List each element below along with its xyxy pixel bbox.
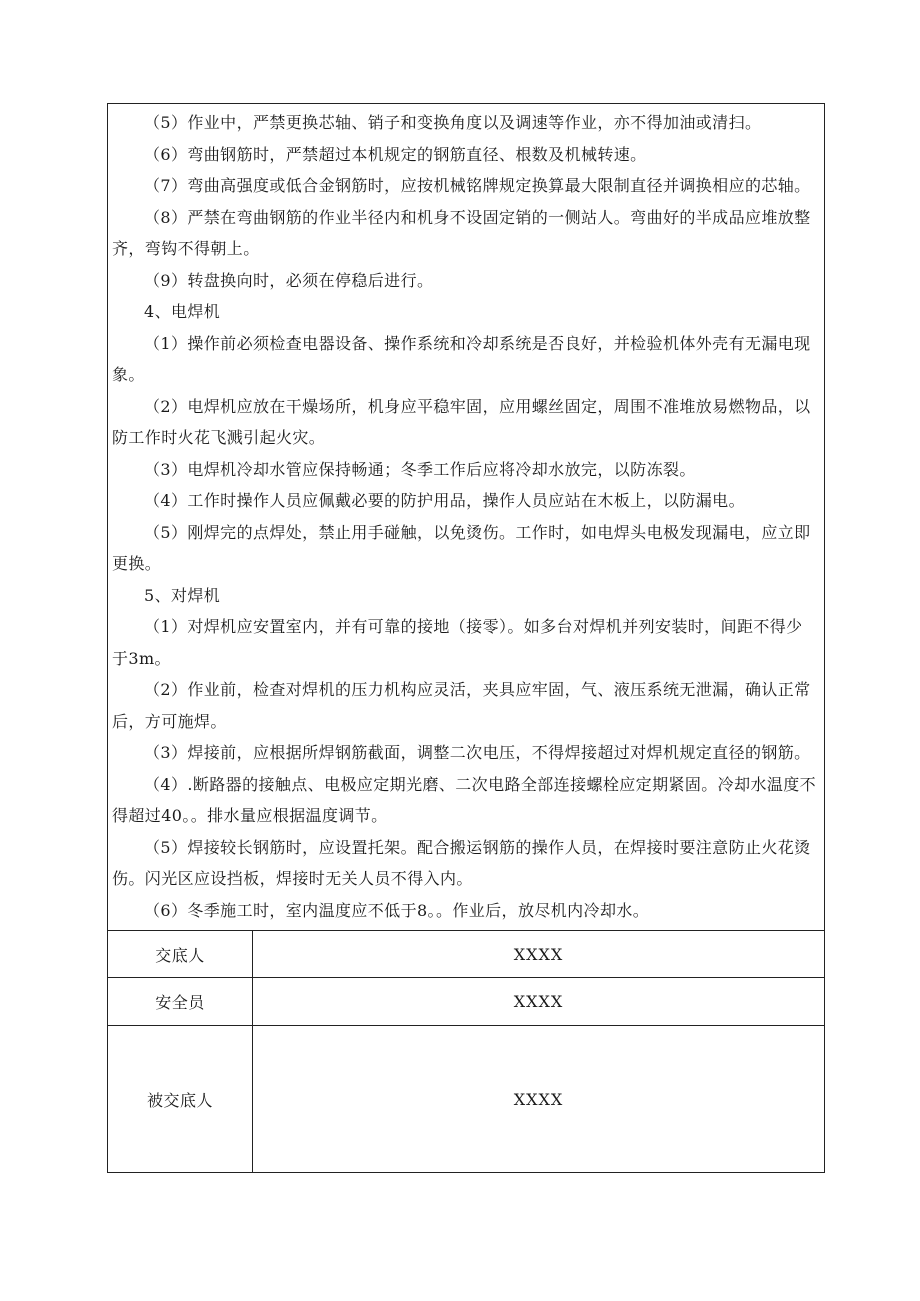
paragraph: （2）作业前，检查对焊机的压力机构应灵活，夹具应牢固，气、液压系统无泄漏，确认正常后，方可施焊。 <box>112 680 811 731</box>
paragraph: （7）弯曲高强度或低合金钢筋时，应按机械铭牌规定换算最大限制直径并调换相应的芯轴。 <box>144 176 811 195</box>
safety-officer-label: 安全员 <box>108 978 253 1025</box>
paragraph: （4）工作时操作人员应佩戴必要的防护用品，操作人员应站在木板上，以防漏电。 <box>144 491 745 510</box>
section-heading: 5、对焊机 <box>144 585 221 605</box>
paragraph: （5）刚焊完的点焊处，禁止用手碰触，以免烫伤。工作时，如电焊头电极发现漏电，应立即更换。 <box>112 522 811 573</box>
discloser-label: 交底人 <box>108 931 253 977</box>
disclosure-table <box>107 103 825 1173</box>
paragraph: （4）.断路器的接触点、电极应定期光磨、二次电路全部连接螺栓应定期紧固。冷却水温度不得超过40。。排水量应根据温度调节。 <box>112 774 817 825</box>
paragraph: （1）对焊机应安置室内，并有可靠的接地（接零）。如多台对焊机并列安装时，间距不得少于3m。 <box>112 617 803 668</box>
paragraph: （8）严禁在弯曲钢筋的作业半径内和机身不设固定销的一侧站人。弯曲好的半成品应堆放整齐，弯钩不得朝上。 <box>112 207 811 258</box>
paragraph: （3）焊接前，应根据所焊钢筋截面，调整二次电压，不得焊接超过对焊机规定直径的钢筋。 <box>144 743 811 762</box>
paragraph: （6）冬季施工时，室内温度应不低于8。。作业后，放尽机内冷却水。 <box>144 900 650 920</box>
discloser-value: XXXX <box>513 944 564 964</box>
section-heading: 4、电焊机 <box>144 302 221 321</box>
paragraph: （3）电焊机冷却水管应保持畅通；冬季工作后应将冷却水放完，以防冻裂。 <box>144 459 696 479</box>
recipient-value: XXXX <box>513 1089 564 1109</box>
paragraph: （5）焊接较长钢筋时，应设置托架。配合搬运钢筋的操作人员，在焊接时要注意防止火花烫伤。闪光区应设挡板，焊接时无关人员不得入内。 <box>112 837 811 888</box>
paragraph: （5）作业中，严禁更换芯轴、销子和变换角度以及调速等作业，亦不得加油或清扫。 <box>144 113 762 132</box>
paragraph: （9）转盘换向时，必须在停稳后进行。 <box>144 270 434 290</box>
content-cell <box>108 104 824 930</box>
paragraph: （1）操作前必须检查电器设备、操作系统和冷却系统是否良好，并检验机体外壳有无漏电现象。 <box>112 333 811 384</box>
recipient-row <box>108 1025 824 1172</box>
safety-officer-row <box>108 977 824 1025</box>
paragraph: （2）电焊机应放在干燥场所，机身应平稳牢固，应用螺丝固定，周围不准堆放易燃物品，以防工作时火花飞溅引起火灾。 <box>112 396 811 447</box>
recipient-label: 被交底人 <box>108 1026 253 1172</box>
discloser-row <box>108 930 824 977</box>
paragraph: （6）弯曲钢筋时，严禁超过本机规定的钢筋直径、根数及机械转速。 <box>144 144 647 164</box>
safety-officer-value: XXXX <box>513 992 564 1011</box>
